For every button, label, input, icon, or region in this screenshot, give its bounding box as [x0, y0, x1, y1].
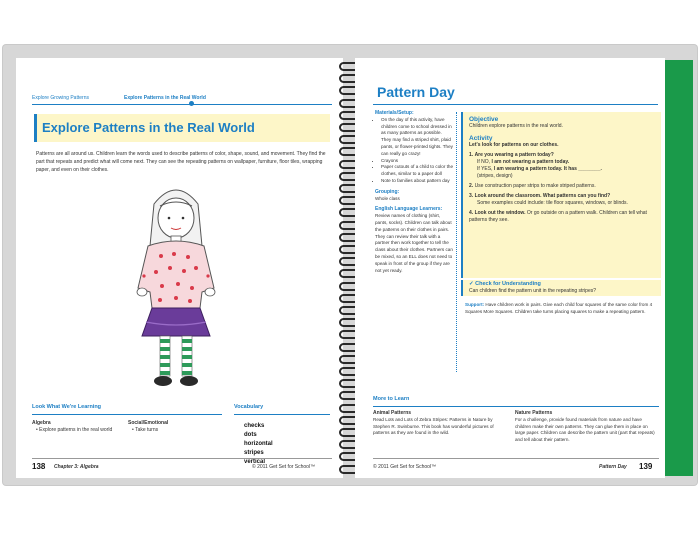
list-item: • Paper cutouts of a child to color the clothes, similar to a paper doll	[381, 164, 453, 178]
list-item: • Crayons	[381, 158, 453, 165]
breadcrumb-current: Explore Patterns in the Real World	[124, 95, 206, 101]
step-1-hint: (stripes, design)	[477, 173, 513, 179]
breadcrumb-section[interactable]: Explore Growing Patterns	[32, 95, 89, 101]
step-4: 4. Look out the window. Or go outside on a pattern walk. Children can tell what patterns they see.	[469, 210, 647, 223]
materials-list	[375, 117, 453, 185]
page-number: 139	[639, 462, 653, 471]
page-title: Explore Patterns in the Real World	[42, 120, 255, 135]
right-footer	[373, 458, 659, 475]
activity-lead: Let's look for patterns on our clothes.	[469, 142, 559, 148]
materials-heading: Materials/Setup:	[375, 110, 414, 116]
step-1-no: If NO, I am not wearing a pattern today.	[477, 159, 570, 165]
check-icon: ✓	[469, 281, 474, 287]
algebra-heading: Algebra	[32, 420, 51, 426]
copyright: © 2011 Get Set for School™	[373, 464, 437, 470]
grouping-text: Whole class	[375, 195, 400, 201]
step-3: 3. Look around the classroom. What patterns can you find?	[469, 193, 611, 199]
lesson-title: Pattern Day	[377, 84, 455, 100]
step-1-yes: If YES, I am wearing a pattern today. It has ________.	[477, 166, 602, 172]
grouping-heading: Grouping:	[375, 188, 400, 195]
intro-paragraph: Patterns are all around us. Children learn the words used to describe patterns of color, shape, sound, and movement. They find the part that repeats and predict what will come next. They can see the repeating patterns on wallpaper, furniture, floor tiles, wrapping paper, and even on their clothes.	[36, 151, 326, 173]
breadcrumb-marker-icon	[189, 101, 194, 106]
list-item: • On the day of this activity, have children come to school dressed in as many patterns as possible. They may find a striped shirt, plaid pants, or flower-printed tights. They can really go crazy!	[381, 117, 453, 158]
step-3-hint: Some examples could include: tile floor squares, windows, or blinds.	[477, 200, 628, 206]
vocab-word: dots	[244, 432, 257, 438]
green-page-tab	[665, 60, 693, 476]
more-heading: More to Learn	[373, 396, 659, 407]
check-text: Can children find the pattern unit in the repeating stripes?	[469, 288, 597, 294]
support-note: Support: Have children work in pairs. Give each child four squares of the same color from 4 Squares More Squares. Children take turns placing squares to make a repeating pattern.	[465, 302, 653, 314]
page-number: 138	[32, 462, 46, 471]
objective-text: Children explore patterns in the real world.	[469, 123, 563, 129]
left-footer	[32, 458, 332, 475]
girl-illustration	[116, 176, 236, 394]
animal-text: Read Lots and Lots of Zebra Stripes: Patterns in Nature by Stephen R. Swinburne. This book has wonderful pictures of patterns as they are found in the wild.	[373, 417, 494, 436]
lesson-sidebar	[375, 110, 453, 274]
vocabulary-heading: Vocabulary	[234, 404, 330, 415]
page-title-box	[34, 114, 330, 142]
ell-heading: English Language Learners:	[375, 206, 443, 213]
copyright: © 2011 Get Set for School™	[252, 464, 316, 470]
vocab-word: checks	[244, 423, 265, 429]
step-1: 1. Are you wearing a pattern today?	[469, 152, 554, 158]
nature-heading: Nature Patterns	[515, 410, 553, 416]
breadcrumb	[32, 94, 332, 105]
right-page	[355, 58, 665, 478]
ell-text: Review names of clothing (shirt, pants, socks). Children can talk about the patterns on their clothes in pairs. They can review their talk with a partner then work together to tell the class about their clothes. Partners can be mixed, so an ELL does not need to speak in front of the group if they are not yet ready.	[375, 213, 453, 273]
learning-heading: Look What We're Learning	[32, 404, 222, 415]
step-2: 2. Use construction paper strips to make striped patterns.	[469, 183, 596, 189]
social-item: • Take turns	[132, 427, 159, 433]
animal-heading: Animal Patterns	[373, 410, 412, 416]
vocab-word: stripes	[244, 450, 264, 456]
check-understanding-box	[461, 280, 661, 296]
check-heading: Check for Understanding	[475, 281, 541, 287]
left-page	[16, 58, 343, 478]
objective-activity-box	[461, 112, 661, 278]
nature-text: For a challenge, provide found materials from nature and have children make their own patterns. They can glue them in place on large paper. Children can describe the pattern unit (part that repeats) and tell about their pattern.	[515, 417, 655, 442]
algebra-item: • Explore patterns in the real world	[36, 427, 113, 433]
objective-heading: Objective	[469, 116, 499, 123]
vocab-word: horizontal	[244, 441, 273, 447]
list-item: • Note to families about pattern day	[381, 178, 453, 185]
lesson-label: Pattern Day	[599, 464, 627, 470]
activity-heading: Activity	[469, 135, 493, 142]
chapter-label: Chapter 3: Algebra	[54, 464, 99, 470]
vocab-word: vertical	[244, 459, 266, 465]
social-heading: Social/Emotional	[128, 420, 169, 426]
